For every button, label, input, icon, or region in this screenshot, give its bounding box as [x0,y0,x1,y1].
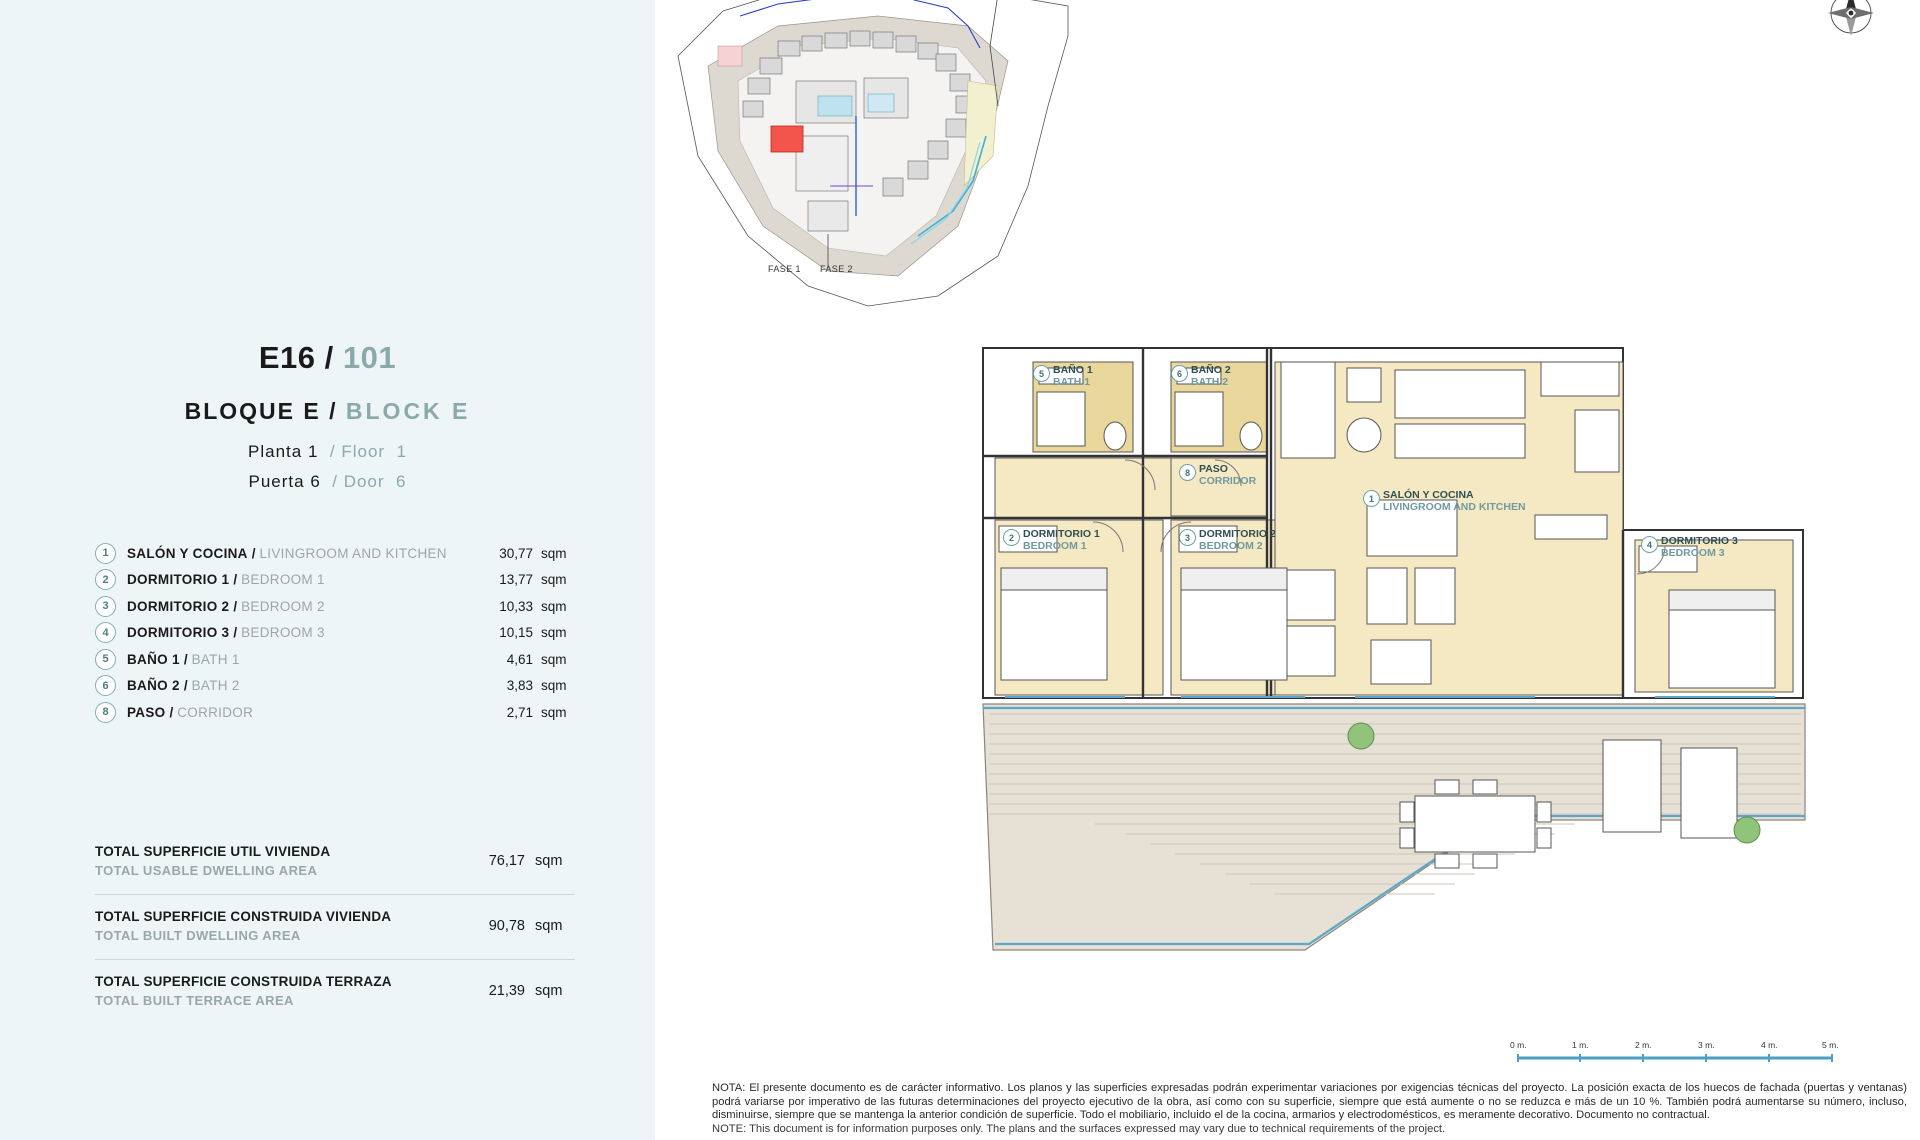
fp-badge-living: 1 [1363,490,1380,507]
site-plan-phase2-label: FASE 2 [820,264,853,274]
fp-label-bath2-es: BAÑO 2 [1191,364,1231,376]
fp-label-bedroom3 [1661,535,1738,559]
floor-separator: / [329,442,336,461]
total-label-en: TOTAL BUILT TERRACE AREA [95,993,294,1008]
fp-label-bedroom3-es: DORMITORIO 3 [1661,535,1738,547]
fp-label-bedroom3-en: BEDROOM 3 [1661,547,1725,559]
room-area: 10,33 sqm [499,598,567,614]
door-en-value: 6 [396,472,407,491]
room-name-en: BEDROOM 2 [241,598,325,614]
scale-tick: 3 m. [1698,1040,1715,1050]
total-value: 90,78 sqm [488,918,563,934]
site-plan-phase1-label: FASE 1 [768,264,801,274]
total-value: 76,17 sqm [488,853,563,869]
room-separator: / [233,572,238,588]
title-block [0,340,655,492]
scale-bar [1510,1040,1840,1068]
total-label-es: TOTAL SUPERFICIE UTIL VIVIENDA [95,844,331,859]
total-label-en: TOTAL USABLE DWELLING AREA [95,863,318,878]
fp-label-bath1 [1053,364,1093,388]
room-name-es: DORMITORIO 2 [127,598,230,614]
legal-note-en: NOTE: This document is for information purposes only. The plans and the surfaces expressed may vary due to technical requirements of the project. [712,1122,1446,1135]
scale-tick: 5 m. [1822,1040,1839,1050]
block-es: BLOQUE E [184,398,321,424]
total-row [95,960,575,1024]
room-name-es: DORMITORIO 3 [127,625,230,641]
room-row [95,540,575,567]
totals-section [95,830,575,1024]
floor-plan-svg [975,340,1815,990]
room-badge: 4 [95,622,116,643]
total-label-en: TOTAL BUILT DWELLING AREA [95,928,301,943]
fp-label-bath2-en: BATH 2 [1191,376,1229,388]
room-row [95,567,575,594]
fp-label-bedroom1 [1023,528,1100,552]
room-name-es: BAÑO 2 [127,678,180,694]
fp-badge-bedroom1: 2 [1003,529,1020,546]
fp-badge-corridor: 8 [1179,464,1196,481]
room-area: 3,83 sqm [506,678,567,694]
room-schedule [95,540,575,726]
fp-badge-bath1: 5 [1033,365,1050,382]
fp-label-living [1383,489,1533,513]
fp-label-bedroom2-en: BEDROOM 2 [1199,540,1263,552]
unit-number: 101 [342,340,397,375]
room-name-es: BAÑO 1 [127,651,180,667]
floor-es: Planta 1 [248,442,319,461]
fp-label-living-es: SALÓN Y COCINA [1383,489,1474,501]
room-name-en: BATH 2 [191,678,240,694]
unit-separator: / [324,340,334,375]
legal-note-es: NOTA: El presente documento es de carácter informativo. Los planos y las superficies expresadas podrán experimentar variaciones por exigencias técnicas del proyecto. La posición exacta de los huecos de fachada (puertas y ventanas) podrá variarse por imperativo de las futuras determinaciones del proyecto ejecutivo de la obra, así como con su superficie, siempre que está aumente o no se reduzca e más de un 10 %. También podrá aumentarse su número, incluso, disminuirse, siempre que se mantenga la anterior condición de superficie. Todo el mobiliario, incluido el de la cocina, armarios y electrodomésticos, es meramente decorativo. Documento no contractual. [712,1082,1907,1122]
floor-plan [975,340,1815,990]
legal-note [712,1082,1907,1136]
fp-label-bedroom2-es: DORMITORIO 2 [1199,528,1276,540]
room-name-en: BATH 1 [191,651,240,667]
door-separator: / [332,472,338,491]
door-line [0,472,655,492]
room-area: 30,77 sqm [499,545,567,561]
info-panel [0,0,655,1140]
room-badge: 3 [95,596,116,617]
room-separator: / [233,598,238,614]
room-name-es: DORMITORIO 1 [127,572,230,588]
room-badge: 8 [95,702,116,723]
compass-rose-icon [1820,0,1882,44]
fp-label-corridor [1199,463,1256,487]
room-badge: 1 [95,543,116,564]
fp-label-bath1-en: BATH 1 [1053,376,1091,388]
room-area: 2,71 sqm [506,704,567,720]
block-separator: / [329,398,338,424]
scale-tick: 1 m. [1572,1040,1589,1050]
site-plan-svg [668,0,1088,336]
fp-label-bedroom1-es: DORMITORIO 1 [1023,528,1100,540]
fp-label-bedroom1-en: BEDROOM 1 [1023,540,1087,552]
room-badge: 5 [95,649,116,670]
room-separator: / [251,545,256,561]
room-name-en: LIVINGROOM AND KITCHEN [259,545,447,561]
floor-en-value: 1 [396,442,407,461]
fp-label-bath1-es: BAÑO 1 [1053,364,1093,376]
room-name-en: BEDROOM 1 [241,572,325,588]
room-name-es: SALÓN Y COCINA [127,545,248,561]
fp-label-living-en: LIVINGROOM AND KITCHEN [1383,501,1526,513]
room-badge: 6 [95,675,116,696]
room-separator: / [233,625,238,641]
room-name-en: CORRIDOR [177,704,254,720]
room-row [95,646,575,673]
room-row [95,673,575,700]
room-badge: 2 [95,569,116,590]
fp-label-bedroom2 [1199,528,1276,552]
unit-title [0,340,655,376]
floor-line [0,442,655,462]
fp-label-corridor-es: PASO [1199,463,1228,475]
room-area: 13,77 sqm [499,572,567,588]
fp-badge-bedroom3: 4 [1641,536,1658,553]
room-row [95,699,575,726]
door-es: Puerta 6 [248,472,321,491]
room-separator: / [183,678,188,694]
scale-tick: 2 m. [1635,1040,1652,1050]
room-separator: / [169,704,174,720]
total-value: 21,39 sqm [488,983,563,999]
total-row [95,895,575,959]
floor-en-label: Floor [341,442,386,461]
total-label-es: TOTAL SUPERFICIE CONSTRUIDA TERRAZA [95,974,392,989]
block-en: BLOCK E [345,398,471,424]
room-area: 4,61 sqm [506,651,567,667]
scale-tick: 4 m. [1761,1040,1778,1050]
fp-label-corridor-en: CORRIDOR [1199,475,1257,487]
scale-tick: 0 m. [1510,1040,1527,1050]
total-label-es: TOTAL SUPERFICIE CONSTRUIDA VIVIENDA [95,909,392,924]
scale-bar-graphic [1510,1052,1840,1068]
total-row [95,830,575,894]
room-row [95,593,575,620]
fp-badge-bath2: 6 [1171,365,1188,382]
fp-label-bath2 [1191,364,1231,388]
room-row [95,620,575,647]
block-line [0,398,655,425]
room-name-es: PASO [127,704,166,720]
unit-code: E16 [258,340,316,375]
room-name-en: BEDROOM 3 [241,625,325,641]
site-plan [668,0,1088,336]
room-area: 10,15 sqm [499,625,567,641]
fp-badge-bedroom2: 3 [1179,529,1196,546]
door-en-label: Door [343,472,385,491]
room-separator: / [183,651,188,667]
